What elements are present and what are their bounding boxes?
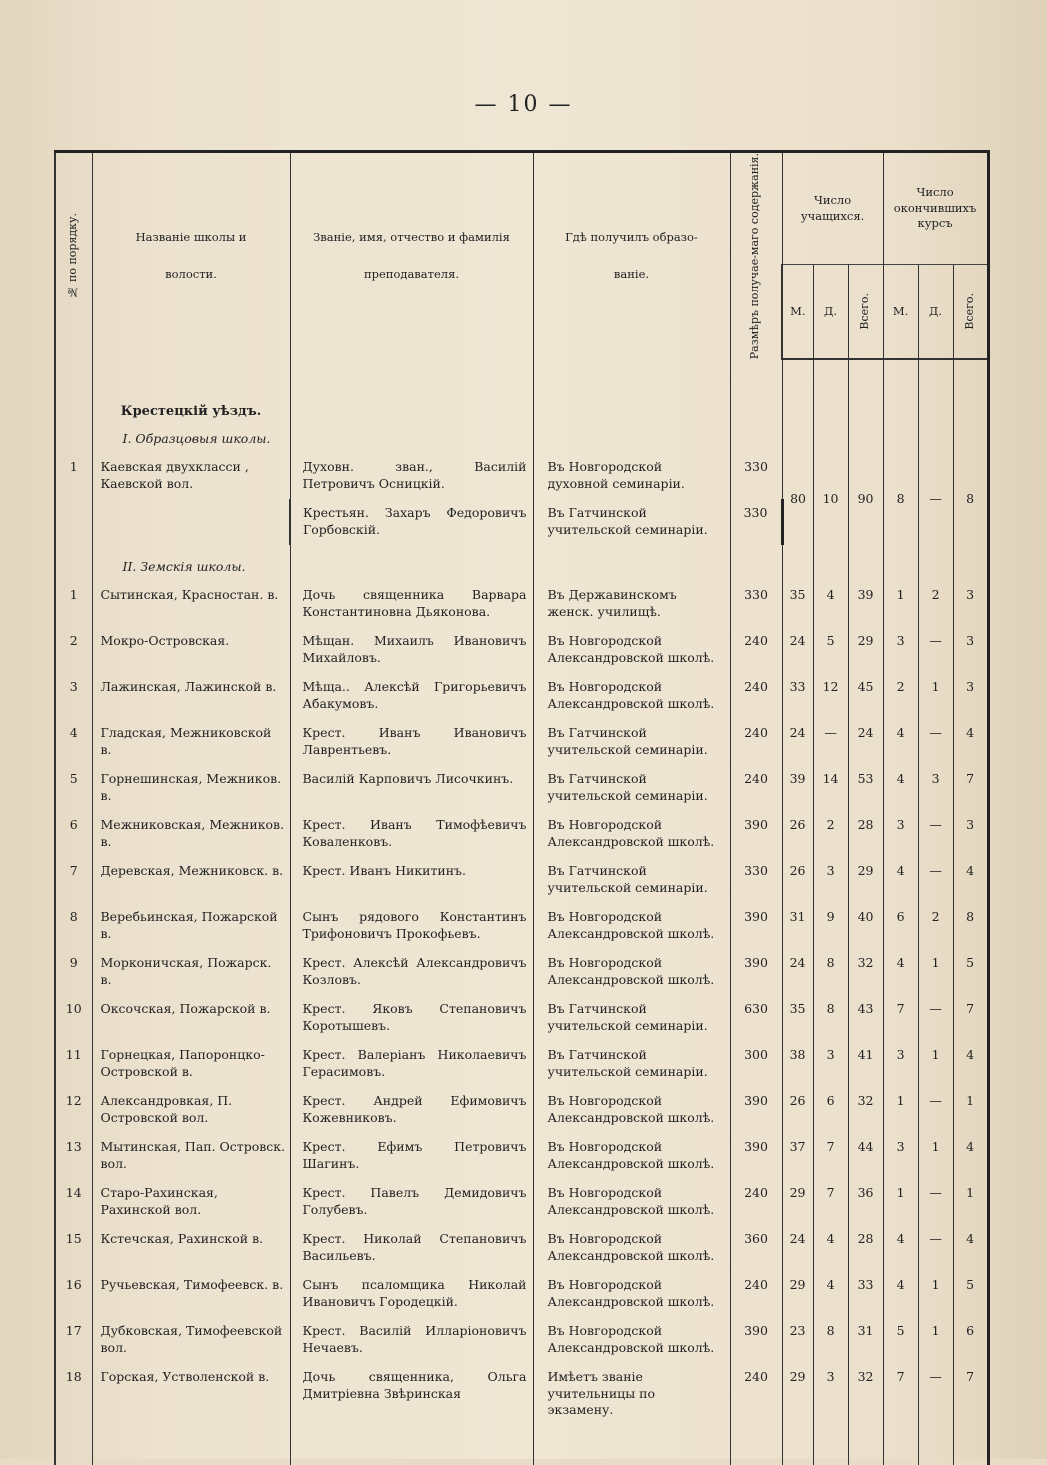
table-row <box>55 1271 988 1317</box>
row-pupils-d: 3 <box>813 1041 848 1087</box>
row-pupils-d: 14 <box>813 765 848 811</box>
row-salary: 330 <box>730 453 782 499</box>
row-salary: 390 <box>730 1133 782 1179</box>
row-finished-d: — <box>918 1363 953 1426</box>
row-salary: 630 <box>730 995 782 1041</box>
row-pupils-d: 7 <box>813 1179 848 1225</box>
row-pupils-total: 32 <box>848 949 883 995</box>
row-pupils-d: 5 <box>813 627 848 673</box>
row-salary: 240 <box>730 765 782 811</box>
zemstvo-rows <box>55 581 988 1426</box>
row-pupils-d: 8 <box>813 995 848 1041</box>
row-no: 12 <box>55 1087 92 1133</box>
row-school: Александровкая, П. Островской вол. <box>92 1087 290 1133</box>
row-finished-m: 6 <box>883 903 918 949</box>
table-row <box>55 673 988 719</box>
row-finished-total: 8 <box>953 903 988 949</box>
row-no: 11 <box>55 1041 92 1087</box>
row-salary: 390 <box>730 811 782 857</box>
row-salary: 240 <box>730 719 782 765</box>
row-education: Въ Новгородской Александровской школѣ. <box>533 673 730 719</box>
row-school: Горская, Устволенской в. <box>92 1363 290 1426</box>
row-teacher: Василій Карповичъ Лисочкинъ. <box>290 765 533 811</box>
row-finished-d: 1 <box>918 673 953 719</box>
row-teacher: Крест. Николай Степановичъ Васильевъ. <box>290 1225 533 1271</box>
row-finished-d: — <box>918 1087 953 1133</box>
row-finished-total: 5 <box>953 1271 988 1317</box>
row-finished-d: 1 <box>918 1041 953 1087</box>
row-education: Въ Новгородской духовной семинаріи. <box>533 453 730 499</box>
row-pupils-m: 29 <box>782 1179 813 1225</box>
row-salary: 390 <box>730 903 782 949</box>
row-pupils-total: 29 <box>848 627 883 673</box>
row-education: Въ Гатчинской учительской семинаріи. <box>533 995 730 1041</box>
row-pupils-d: 8 <box>813 1317 848 1363</box>
row-salary: 240 <box>730 1363 782 1426</box>
row-education: Въ Новгородской Александровской школѣ. <box>533 627 730 673</box>
row-school: Деревская, Межниковск. в. <box>92 857 290 903</box>
table-row <box>55 857 988 903</box>
row-finished-d: 2 <box>918 581 953 627</box>
row-finished-m: 4 <box>883 949 918 995</box>
row-teacher: Крест. Алексѣй Александровичъ Козловъ. <box>290 949 533 995</box>
row-pupils-m: 39 <box>782 765 813 811</box>
row-pupils-m: 80 <box>782 453 813 545</box>
row-pupils-total: 90 <box>848 453 883 545</box>
row-finished-d: 1 <box>918 1133 953 1179</box>
row-teacher: Сынъ рядового Константинъ Трифоновичъ Прокофьевъ. <box>290 903 533 949</box>
table-row <box>55 949 988 995</box>
header-pupils-total: Всего. <box>848 265 883 360</box>
row-pupils-total: 29 <box>848 857 883 903</box>
row-pupils-total: 45 <box>848 673 883 719</box>
row-pupils-m: 24 <box>782 719 813 765</box>
row-salary: 240 <box>730 673 782 719</box>
row-pupils-m: 35 <box>782 995 813 1041</box>
row-pupils-d: 4 <box>813 581 848 627</box>
row-school: Мокро-Островская. <box>92 627 290 673</box>
row-teacher: Крест. Андрей Ефимовичъ Кожевниковъ. <box>290 1087 533 1133</box>
row-salary: 240 <box>730 1179 782 1225</box>
header-finished: Число окончившихъ курсъ <box>883 152 988 265</box>
row-finished-total: 3 <box>953 627 988 673</box>
row-school: Веребьинская, Пожарской в. <box>92 903 290 949</box>
row-finished-total: 4 <box>953 1225 988 1271</box>
row-school: Оксочская, Пожарской в. <box>92 995 290 1041</box>
row-no: 10 <box>55 995 92 1041</box>
row-pupils-m: 23 <box>782 1317 813 1363</box>
row-no: 16 <box>55 1271 92 1317</box>
row-finished-d: — <box>918 1225 953 1271</box>
row-school: Горнецкая, Папоронцко-Островской в. <box>92 1041 290 1087</box>
row-teacher: Мѣща.. Алексѣй Григорьевичъ Абакумовъ. <box>290 673 533 719</box>
row-pupils-m: 29 <box>782 1363 813 1426</box>
row-education: Въ Новгородской Александровской школѣ. <box>533 1179 730 1225</box>
row-finished-d: — <box>918 811 953 857</box>
row-school: Морконичская, Пожарск. в. <box>92 949 290 995</box>
row-pupils-total: 32 <box>848 1087 883 1133</box>
row-pupils-total: 53 <box>848 765 883 811</box>
row-education: Въ Новгородской Александровской школѣ. <box>533 1271 730 1317</box>
row-finished-m: 3 <box>883 811 918 857</box>
table-row <box>55 1041 988 1087</box>
row-teacher: Духовн. зван., Василій Петровичъ Осницкій. <box>290 453 533 499</box>
table-row <box>55 1317 988 1363</box>
row-pupils-total: 31 <box>848 1317 883 1363</box>
table-row <box>55 1087 988 1133</box>
row-salary: 240 <box>730 1271 782 1317</box>
row-teacher: Крест. Иванъ Ивановичъ Лаврентьевъ. <box>290 719 533 765</box>
row-teacher: Крест. Иванъ Тимофѣевичъ Коваленковъ. <box>290 811 533 857</box>
row-no: 4 <box>55 719 92 765</box>
row-school: Мытинская, Пап. Островск. вол. <box>92 1133 290 1179</box>
row-no: 5 <box>55 765 92 811</box>
table-row <box>55 581 988 627</box>
row-finished-d: — <box>918 627 953 673</box>
row-pupils-total: 40 <box>848 903 883 949</box>
row-finished-m: 3 <box>883 627 918 673</box>
row-finished-d: — <box>918 995 953 1041</box>
row-school: Старо-Рахинская, Рахинской вол. <box>92 1179 290 1225</box>
row-finished-total: 1 <box>953 1179 988 1225</box>
row-finished-m: 3 <box>883 1133 918 1179</box>
table-row <box>55 627 988 673</box>
row-school: Горнешинская, Межников. в. <box>92 765 290 811</box>
row-finished-m: 1 <box>883 1179 918 1225</box>
row-salary: 240 <box>730 627 782 673</box>
table-row <box>55 453 988 499</box>
table-row <box>55 811 988 857</box>
row-education: Въ Новгородской Александровской школѣ. <box>533 811 730 857</box>
row-pupils-m: 38 <box>782 1041 813 1087</box>
row-education: Въ Новгородской Александровской школѣ. <box>533 1087 730 1133</box>
row-finished-total: 6 <box>953 1317 988 1363</box>
row-pupils-total: 32 <box>848 1363 883 1426</box>
row-no: 8 <box>55 903 92 949</box>
table-row <box>55 719 988 765</box>
header-finished-total: Всего. <box>953 265 988 360</box>
header-education: Гдѣ получилъ образо- ваніе. <box>533 152 730 360</box>
row-finished-d: 3 <box>918 765 953 811</box>
row-no: 1 <box>55 581 92 627</box>
row-finished-total: 8 <box>953 453 988 545</box>
row-no: 6 <box>55 811 92 857</box>
row-finished-total: 5 <box>953 949 988 995</box>
row-finished-d: 1 <box>918 949 953 995</box>
group-heading-model: I. Образцовыя школы. <box>92 425 290 453</box>
row-teacher: Сынъ псаломщика Николай Ивановичъ Городецкій. <box>290 1271 533 1317</box>
row-no: 7 <box>55 857 92 903</box>
row-school: Дубковская, Тимофеевской вол. <box>92 1317 290 1363</box>
table-row <box>55 903 988 949</box>
row-finished-total: 4 <box>953 857 988 903</box>
header-teacher: Званіе, имя, отчество и фамилія преподавателя. <box>290 152 533 360</box>
row-school: Ручьевская, Тимофеевск. в. <box>92 1271 290 1317</box>
row-teacher: Крест. Валеріанъ Николаевичъ Герасимовъ. <box>290 1041 533 1087</box>
row-education: Въ Державинскомъ женск. училищѣ. <box>533 581 730 627</box>
row-pupils-d: 10 <box>813 453 848 545</box>
row-pupils-total: 39 <box>848 581 883 627</box>
row-no: 14 <box>55 1179 92 1225</box>
row-salary: 330 <box>730 581 782 627</box>
row-pupils-m: 35 <box>782 581 813 627</box>
row-no: 3 <box>55 673 92 719</box>
row-education: Въ Гатчинской учительской семинаріи. <box>533 499 730 545</box>
row-pupils-d: 4 <box>813 1225 848 1271</box>
row-teacher: Крест. Яковъ Степановичъ Коротышевъ. <box>290 995 533 1041</box>
header-school: Названіе школы и волости. <box>92 152 290 360</box>
row-finished-m: 4 <box>883 1225 918 1271</box>
row-salary: 390 <box>730 1317 782 1363</box>
row-pupils-d: 12 <box>813 673 848 719</box>
row-pupils-total: 28 <box>848 811 883 857</box>
district-heading: Крестецкій уѣздъ. <box>92 359 290 425</box>
table-row <box>55 1133 988 1179</box>
row-pupils-m: 24 <box>782 627 813 673</box>
row-finished-m: 4 <box>883 719 918 765</box>
row-teacher: Мѣщан. Михаилъ Ивановичъ Михайловъ. <box>290 627 533 673</box>
row-pupils-d: 8 <box>813 949 848 995</box>
row-education: Въ Новгородской Александровской школѣ. <box>533 1133 730 1179</box>
row-teacher: Крест. Иванъ Никитинъ. <box>290 857 533 903</box>
row-education: Имѣетъ званіе учительницы по экзамену. <box>533 1363 730 1426</box>
row-teacher: Крестьян. Захаръ Федоровичъ Горбовскій. <box>290 499 533 545</box>
header-salary: Размѣръ получае-маго содержанія. <box>730 152 782 360</box>
row-finished-m: 5 <box>883 1317 918 1363</box>
row-finished-total: 7 <box>953 1363 988 1426</box>
row-finished-total: 7 <box>953 995 988 1041</box>
row-teacher: Дочь священника Варвара Константиновна Дьяконова. <box>290 581 533 627</box>
row-no: 9 <box>55 949 92 995</box>
row-finished-total: 3 <box>953 673 988 719</box>
header-no: № по порядку. <box>55 152 92 360</box>
row-school: Лажинская, Лажинской в. <box>92 673 290 719</box>
row-salary: 330 <box>730 499 782 545</box>
row-finished-d: — <box>918 453 953 545</box>
row-no: 13 <box>55 1133 92 1179</box>
header-pupils-m: М. <box>782 265 813 360</box>
table-row <box>55 1179 988 1225</box>
row-pupils-m: 29 <box>782 1271 813 1317</box>
row-pupils-m: 24 <box>782 949 813 995</box>
header-finished-m: М. <box>883 265 918 360</box>
row-pupils-m: 37 <box>782 1133 813 1179</box>
row-finished-d: 2 <box>918 903 953 949</box>
row-education: Въ Гатчинской учительской семинаріи. <box>533 719 730 765</box>
row-finished-m: 4 <box>883 857 918 903</box>
row-pupils-d: 3 <box>813 1363 848 1426</box>
row-pupils-m: 24 <box>782 1225 813 1271</box>
row-pupils-total: 36 <box>848 1179 883 1225</box>
row-finished-d: 1 <box>918 1271 953 1317</box>
row-pupils-m: 33 <box>782 673 813 719</box>
row-school: Кстечская, Рахинской в. <box>92 1225 290 1271</box>
row-salary: 360 <box>730 1225 782 1271</box>
row-finished-total: 7 <box>953 765 988 811</box>
row-pupils-total: 24 <box>848 719 883 765</box>
row-education: Въ Новгородской Александровской школѣ. <box>533 1225 730 1271</box>
row-finished-total: 3 <box>953 811 988 857</box>
row-school: Гладская, Межниковской в. <box>92 719 290 765</box>
page-number: — 10 — <box>474 92 573 117</box>
row-pupils-m: 26 <box>782 857 813 903</box>
row-finished-total: 1 <box>953 1087 988 1133</box>
row-teacher: Крест. Василій Илларіоновичъ Нечаевъ. <box>290 1317 533 1363</box>
row-pupils-total: 28 <box>848 1225 883 1271</box>
row-pupils-d: 2 <box>813 811 848 857</box>
row-salary: 390 <box>730 1087 782 1133</box>
row-school: Сытинская, Красностан. в. <box>92 581 290 627</box>
row-education: Въ Новгородской Александровской школѣ. <box>533 1317 730 1363</box>
row-pupils-total: 43 <box>848 995 883 1041</box>
row-pupils-m: 26 <box>782 811 813 857</box>
row-pupils-total: 44 <box>848 1133 883 1179</box>
row-pupils-m: 31 <box>782 903 813 949</box>
table-row <box>55 1363 988 1426</box>
row-education: Въ Гатчинской учительской семинаріи. <box>533 1041 730 1087</box>
row-no: 15 <box>55 1225 92 1271</box>
row-teacher: Дочь священника, Ольга Дмитріевна Звѣринская <box>290 1363 533 1426</box>
row-education: Въ Гатчинской учительской семинаріи. <box>533 857 730 903</box>
header-pupils: Число учащихся. <box>782 152 883 265</box>
row-school: Каевская двухкласси , Каевской вол. <box>92 453 290 545</box>
table-row <box>55 1225 988 1271</box>
row-finished-m: 2 <box>883 673 918 719</box>
row-pupils-d: 9 <box>813 903 848 949</box>
row-salary: 300 <box>730 1041 782 1087</box>
row-finished-total: 4 <box>953 1041 988 1087</box>
row-salary: 330 <box>730 857 782 903</box>
row-pupils-d: 7 <box>813 1133 848 1179</box>
table-row <box>55 995 988 1041</box>
header-finished-d: Д. <box>918 265 953 360</box>
row-finished-m: 3 <box>883 1041 918 1087</box>
row-no: 17 <box>55 1317 92 1363</box>
group-heading-zemstvo: II. Земскія школы. <box>92 545 290 581</box>
row-pupils-d: 3 <box>813 857 848 903</box>
row-finished-d: — <box>918 1179 953 1225</box>
row-finished-total: 4 <box>953 719 988 765</box>
row-finished-d: — <box>918 857 953 903</box>
row-no: 18 <box>55 1363 92 1426</box>
row-finished-m: 1 <box>883 581 918 627</box>
row-education: Въ Новгородской Александровской школѣ. <box>533 903 730 949</box>
row-finished-total: 4 <box>953 1133 988 1179</box>
row-finished-m: 7 <box>883 995 918 1041</box>
row-finished-total: 3 <box>953 581 988 627</box>
table-row <box>55 765 988 811</box>
row-finished-m: 1 <box>883 1087 918 1133</box>
row-pupils-total: 41 <box>848 1041 883 1087</box>
row-finished-m: 4 <box>883 1271 918 1317</box>
schools-table <box>54 150 990 1465</box>
header-pupils-d: Д. <box>813 265 848 360</box>
row-pupils-d: — <box>813 719 848 765</box>
row-pupils-m: 26 <box>782 1087 813 1133</box>
row-education: Въ Новгородской Александровской школѣ. <box>533 949 730 995</box>
row-pupils-total: 33 <box>848 1271 883 1317</box>
row-finished-m: 7 <box>883 1363 918 1426</box>
row-finished-m: 4 <box>883 765 918 811</box>
row-teacher: Крест. Ефимъ Петровичъ Шагинъ. <box>290 1133 533 1179</box>
row-education: Въ Гатчинской учительской семинаріи. <box>533 765 730 811</box>
row-school: Межниковская, Межников. в. <box>92 811 290 857</box>
row-pupils-d: 4 <box>813 1271 848 1317</box>
row-pupils-d: 6 <box>813 1087 848 1133</box>
row-no: 1 <box>55 453 92 545</box>
row-finished-d: — <box>918 719 953 765</box>
row-teacher: Крест. Павелъ Демидовичъ Голубевъ. <box>290 1179 533 1225</box>
row-finished-m: 8 <box>883 453 918 545</box>
row-finished-d: 1 <box>918 1317 953 1363</box>
row-salary: 390 <box>730 949 782 995</box>
row-no: 2 <box>55 627 92 673</box>
